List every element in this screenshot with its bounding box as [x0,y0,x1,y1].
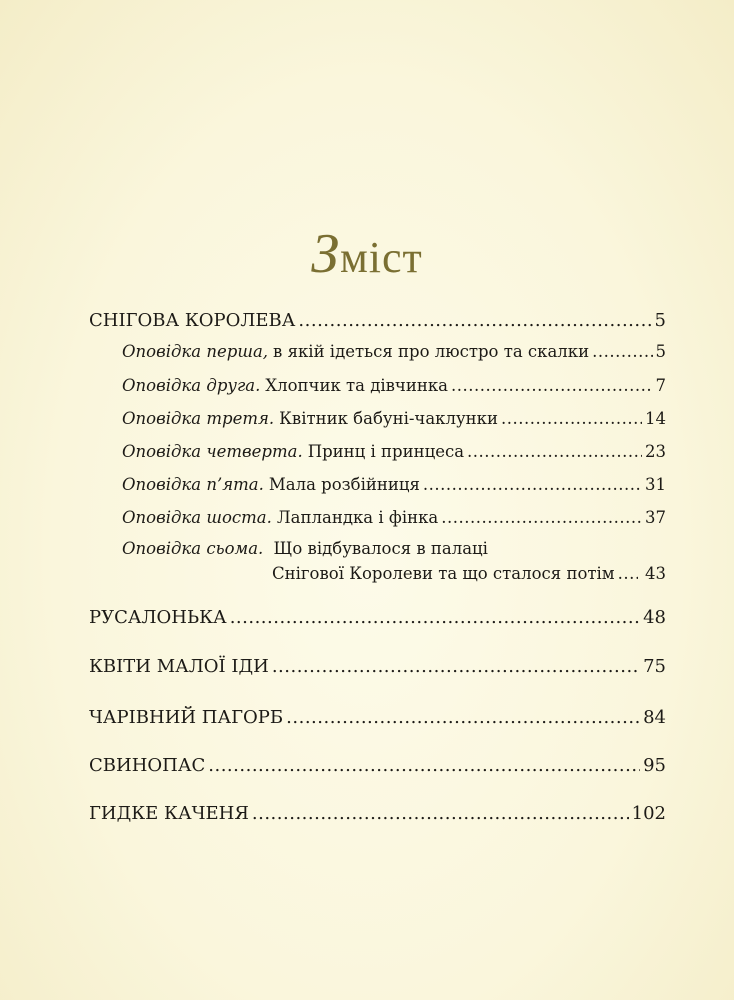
toc-page-number: 102 [631,803,666,824]
toc-page-number: 43 [645,564,666,583]
toc-entry-little-idas-flowers[interactable] [89,656,666,678]
toc-entry-snow-queen[interactable] [89,310,666,332]
toc-entry-title: Квітник бабуні-чаклунки [279,409,498,428]
toc-entry-prefix: Оповідка друга. [122,376,261,395]
toc-entry-title: Лапландка і фінка [276,508,439,527]
toc-entry-title: ГИДКЕ КАЧЕНЯ [89,803,249,824]
toc-page-number: 48 [643,607,666,628]
toc-leader [252,803,629,825]
toc-entry-title-continued: Снігової Королеви та що сталося потім [272,564,615,583]
toc-entry-title: СНІГОВА КОРОЛЕВА [89,310,296,331]
toc-leader [618,563,638,585]
toc-entry-story-2[interactable] [122,375,666,397]
toc-page-number: 14 [645,409,666,428]
toc-entry-story-5[interactable] [122,474,666,496]
toc-entry-story-4[interactable] [122,441,666,463]
toc-page-number: 7 [655,376,666,395]
page-title [0,222,734,286]
toc-entry-little-mermaid[interactable] [89,607,666,629]
toc-page-number: 37 [645,508,666,527]
toc-entry-title: СВИНОПАС [89,755,206,776]
toc-entry-story-1[interactable] [122,341,666,363]
toc-page-number: 23 [645,442,666,461]
toc-page-number: 5 [654,310,666,331]
toc-entry-title: в якій ідеться про люстро та скалки [273,342,590,361]
toc-leader [441,507,642,529]
toc-page-number: 31 [645,475,666,494]
toc-entry-elf-hill[interactable] [89,707,666,729]
toc-entry-story-6[interactable] [122,507,666,529]
toc-entry-title: РУСАЛОНЬКА [89,607,227,628]
toc-entry-story-3[interactable] [122,408,666,430]
toc-entry-story-7-first-line[interactable] [122,538,488,560]
toc-leader [272,656,640,678]
toc-entry-title: Принц і принцеса [307,442,465,461]
toc-entry-title: Хлопчик та дівчинка [265,376,448,395]
toc-page-number: 95 [643,755,666,776]
toc-entry-prefix: Оповідка третя. [122,409,275,428]
toc-entry-swineherd[interactable] [89,755,666,777]
title-initial: З [311,223,340,285]
toc-entry-title: Що відбувалося в палаці [273,539,488,558]
toc-entry-prefix: Оповідка перша, [122,342,269,361]
toc-entry-ugly-duckling[interactable] [89,803,666,825]
title-rest: міст [339,233,423,282]
toc-leader [592,341,652,363]
toc-entry-prefix: Оповідка сьома. [122,539,264,558]
toc-leader [451,375,653,397]
toc-entry-prefix: Оповідка четверта. [122,442,303,461]
toc-entry-title: Мала розбійниця [268,475,420,494]
toc-leader [501,408,642,430]
toc-leader [208,755,640,777]
toc-leader [286,707,640,729]
toc-page-number: 75 [643,656,666,677]
toc-leader [467,441,642,463]
toc-page-number: 5 [655,342,666,361]
toc-leader [423,474,642,496]
toc-entry-prefix: Оповідка шоста. [122,508,272,527]
toc-entry-title: КВІТИ МАЛОЇ ІДИ [89,656,269,677]
toc-entry-story-7-second-line[interactable] [122,563,666,585]
toc-entry-title: ЧАРІВНИЙ ПАГОРБ [89,707,284,728]
toc-leader [230,607,640,629]
toc-entry-prefix: Оповідка п’ята. [122,475,264,494]
toc-page-number: 84 [643,707,666,728]
toc-leader [298,310,651,332]
